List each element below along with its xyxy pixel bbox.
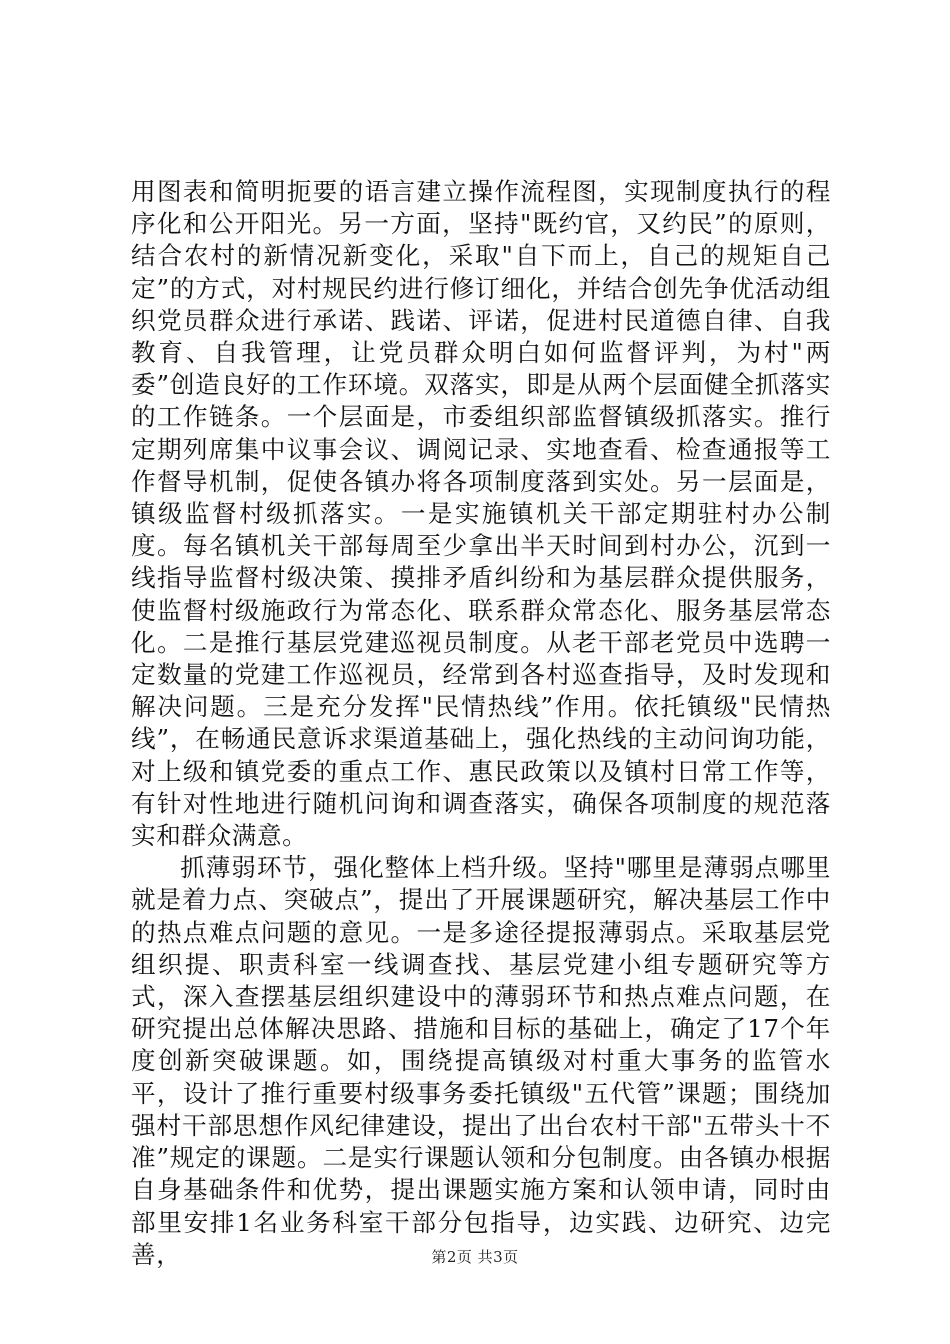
page-number-footer: 第2页 共3页 (431, 1248, 519, 1266)
paragraph-2: 抓薄弱环节，强化整体上档升级。坚持"哪里是薄弱点哪里就是着力点、突破点”，提出了开展课题研究，解决基层工作中的热点难点问题的意见。一是多途径提报薄弱点。采取基层党组织提、职责科室一线调查找、基层党建小组专题研究等方式，深入查摆基层组织建设中的薄弱环节和热点难点问题，在研究提出总体解决思路、措施和目标的基础上，确定了17个年度创新突破课题。如，围绕提高镇级对村重大事务的监管水平，设计了推行重要村级事务委托镇级"五代管”课题；围绕加强村干部思想作风纪律建设，提出了出台农村干部"五带头十不准”规定的课题。二是实行课题认领和分包制度。由各镇办根据自身基础条件和优势，提出课题实施方案和认领申请，同时由部里安排1名业务科室干部分包指导，边实践、边研究、边完善， (131, 853, 831, 1269)
paragraph-1: 用图表和简明扼要的语言建立操作流程图，实现制度执行的程序化和公开阳光。另一方面，坚持"既约官，又约民”的原则，结合农村的新情况新变化，采取"自下而上，自己的规矩自己定”的方式，对村规民约进行修订细化，并结合创先争优活动组织党员群众进行承诺、践诺、评诺，促进村民道德自律、自我教育、自我管理，让党员群众明白如何监督评判，为村"两委”创造良好的工作环境。双落实，即是从两个层面健全抓落实的工作链条。一个层面是，市委组织部监督镇级抓落实。推行定期列席集中议事会议、调阅记录、实地查看、检查通报等工作督导机制，促使各镇办将各项制度落到实处。另一层面是，镇级监督村级抓落实。一是实施镇机关干部定期驻村办公制度。每名镇机关干部每周至少拿出半天时间到村办公，沉到一线指导监督村级决策、摸排矛盾纠纷和为基层群众提供服务，使监督村级施政行为常态化、联系群众常态化、服务基层常态化。二是推行基层党建巡视员制度。从老干部老党员中选聘一定数量的党建工作巡视员，经常到各村巡查指导，及时发现和解决问题。三是充分发挥"民情热线”作用。依托镇级"民情热线”，在畅通民意诉求渠道基础上，强化热线的主动问询功能，对上级和镇党委的重点工作、惠民政策以及镇村日常工作等，有针对性地进行随机问询和调查落实，确保各项制度的规范落实和群众满意。 (131, 177, 831, 851)
document-body (131, 176, 831, 1271)
